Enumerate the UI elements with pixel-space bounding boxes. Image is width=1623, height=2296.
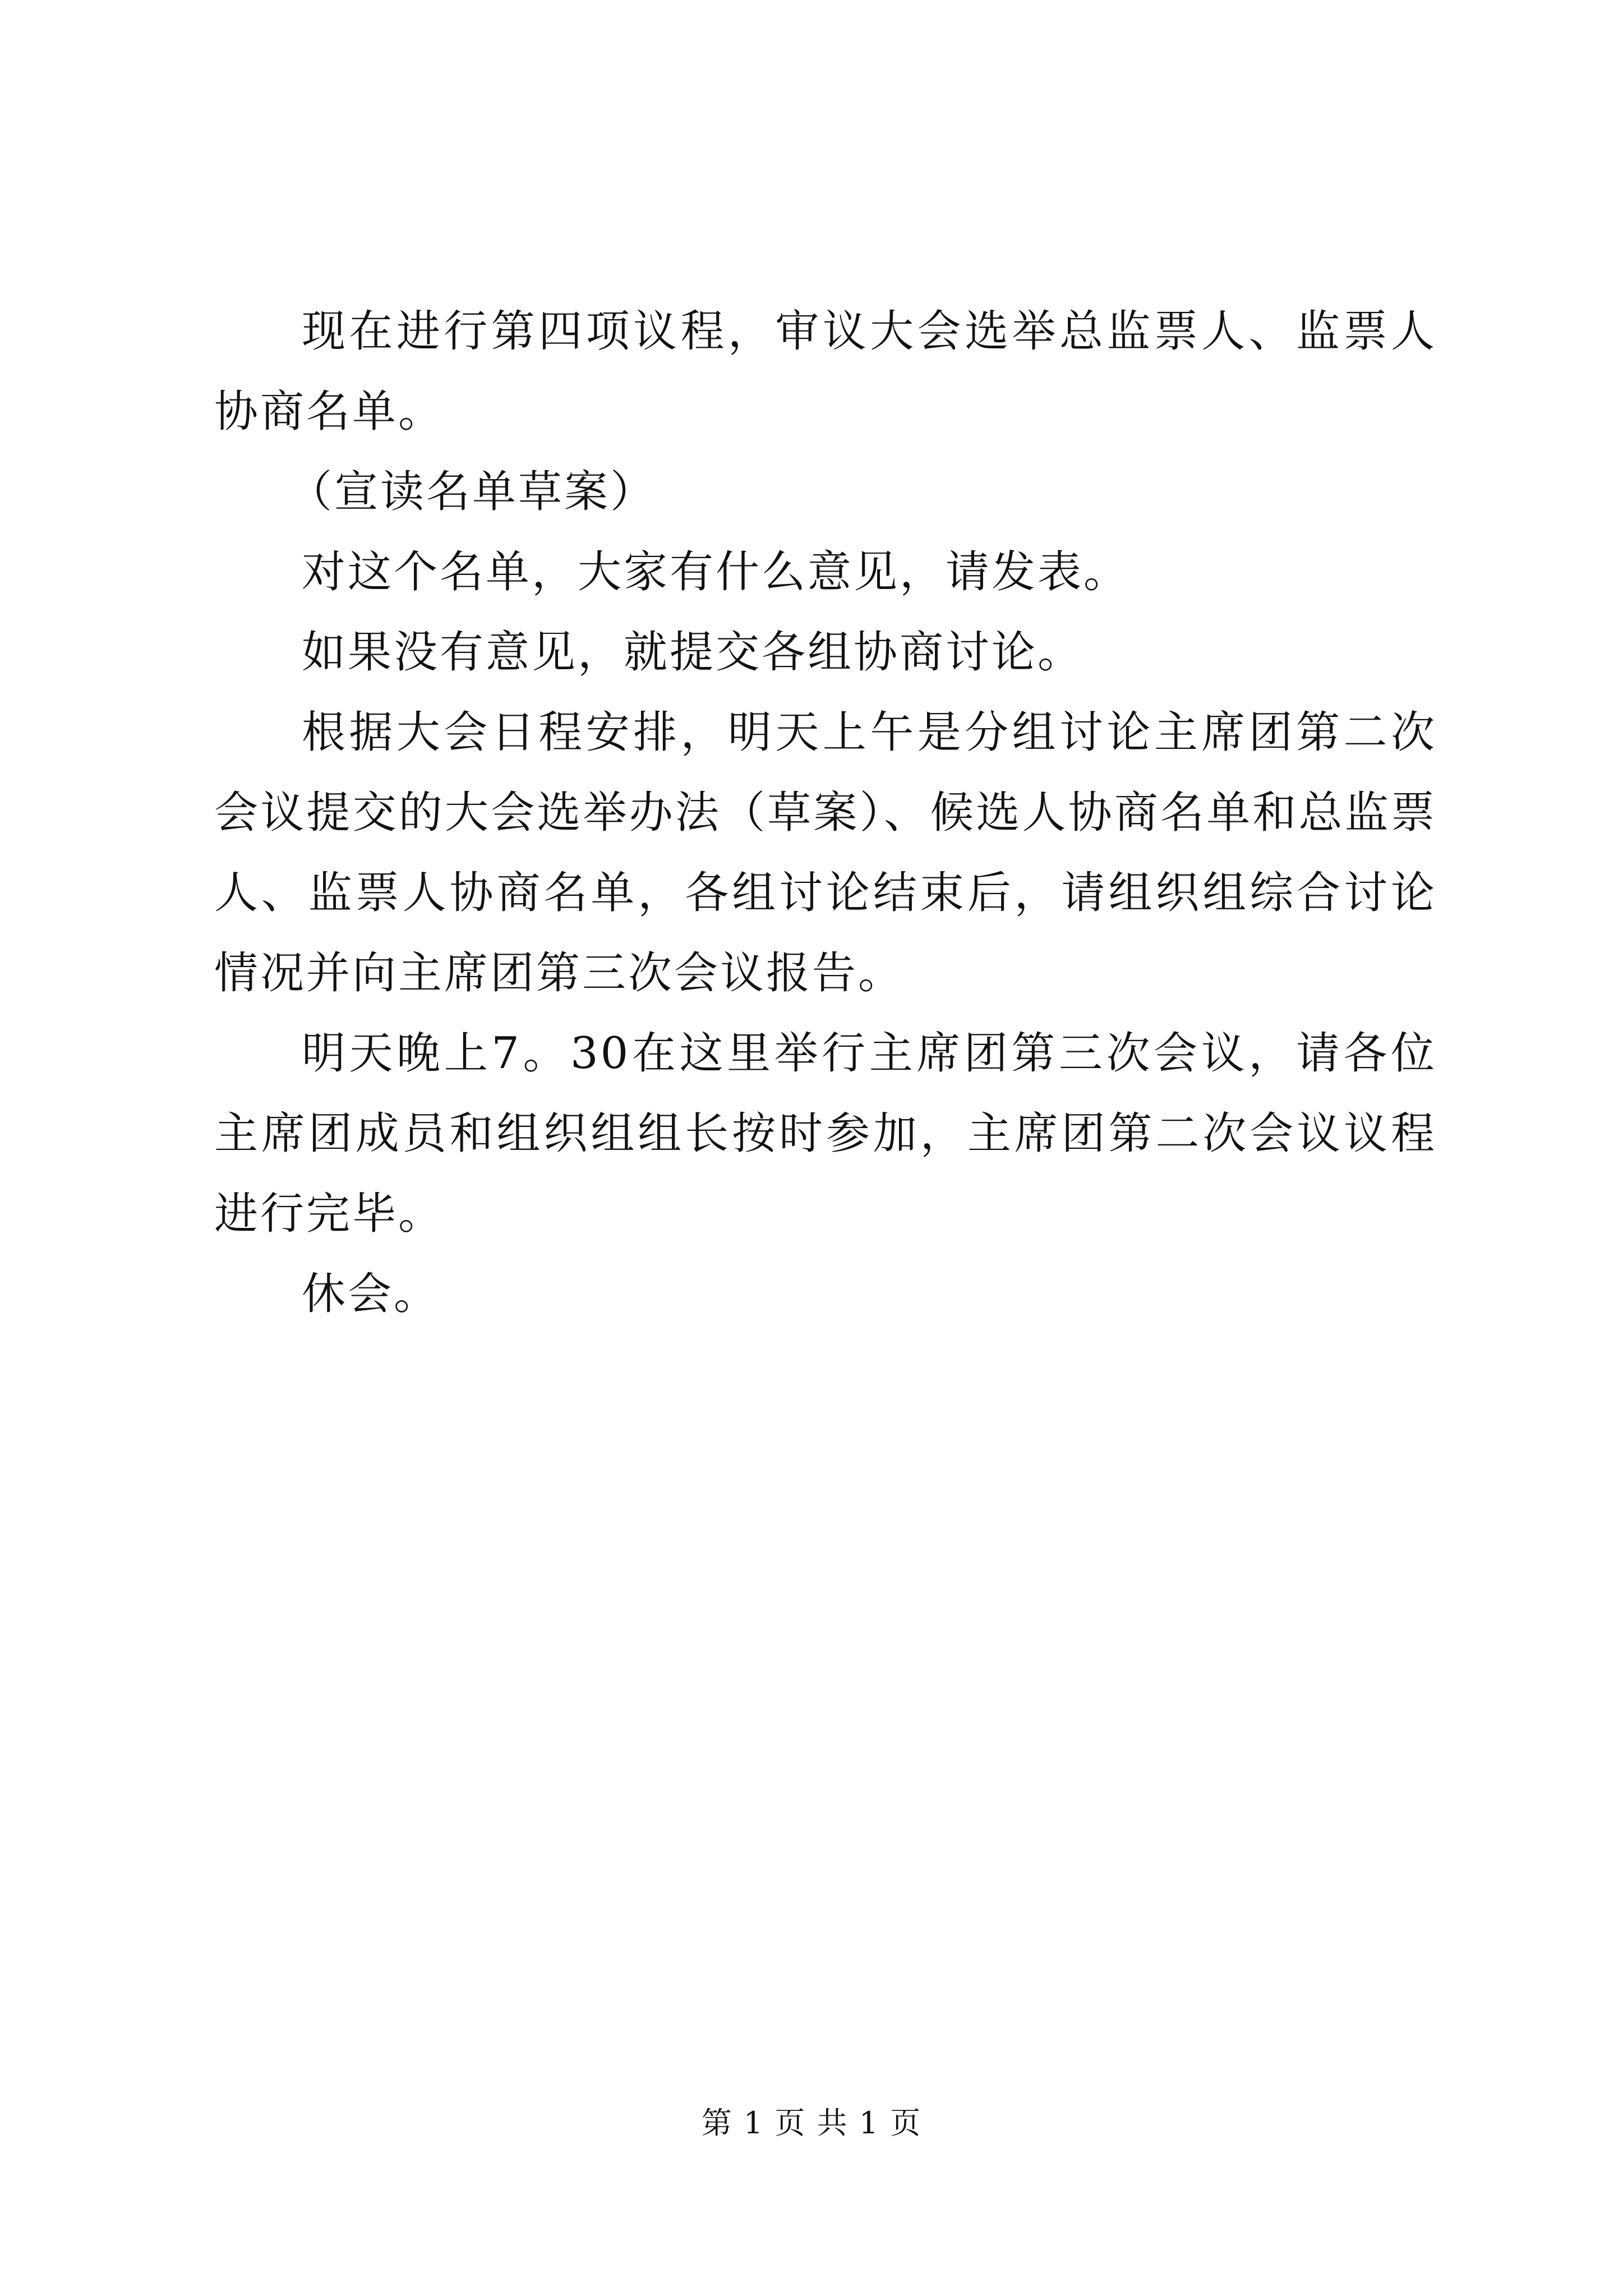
document-body [214, 292, 1437, 1335]
page-number-footer: 第 1 页 共 1 页 [701, 2105, 922, 2141]
paragraph-adjourn: 休会。 [302, 1269, 440, 1319]
paragraph-ask-opinions: 对这个名单，大家有什么意见，请发表。 [302, 547, 1130, 597]
paragraph-agenda-item-four: 现在进行第四项议程，审议大会选举总监票人、监票人协商名单。 [214, 306, 1437, 437]
paragraph-schedule-arrangement: 根据大会日程安排，明天上午是分组讨论主席团第二次会议提交的大会选举办法（草案）、候选人协商名单和总监票人、监票人协商名单，各组讨论结束后，请组织组综合讨论情况并向主席团第三次会议报告。 [214, 707, 1437, 999]
paragraph-read-draft-list: （宣读名单草案） [288, 467, 657, 517]
paragraph-next-meeting: 明天晚上7。30在这里举行主席团第三次会议，请各位主席团成员和组织组组长按时参加，主席团第二次会议议程进行完毕。 [214, 1028, 1437, 1239]
paragraph-submit-groups: 如果没有意见，就提交各组协商讨论。 [302, 627, 1084, 678]
